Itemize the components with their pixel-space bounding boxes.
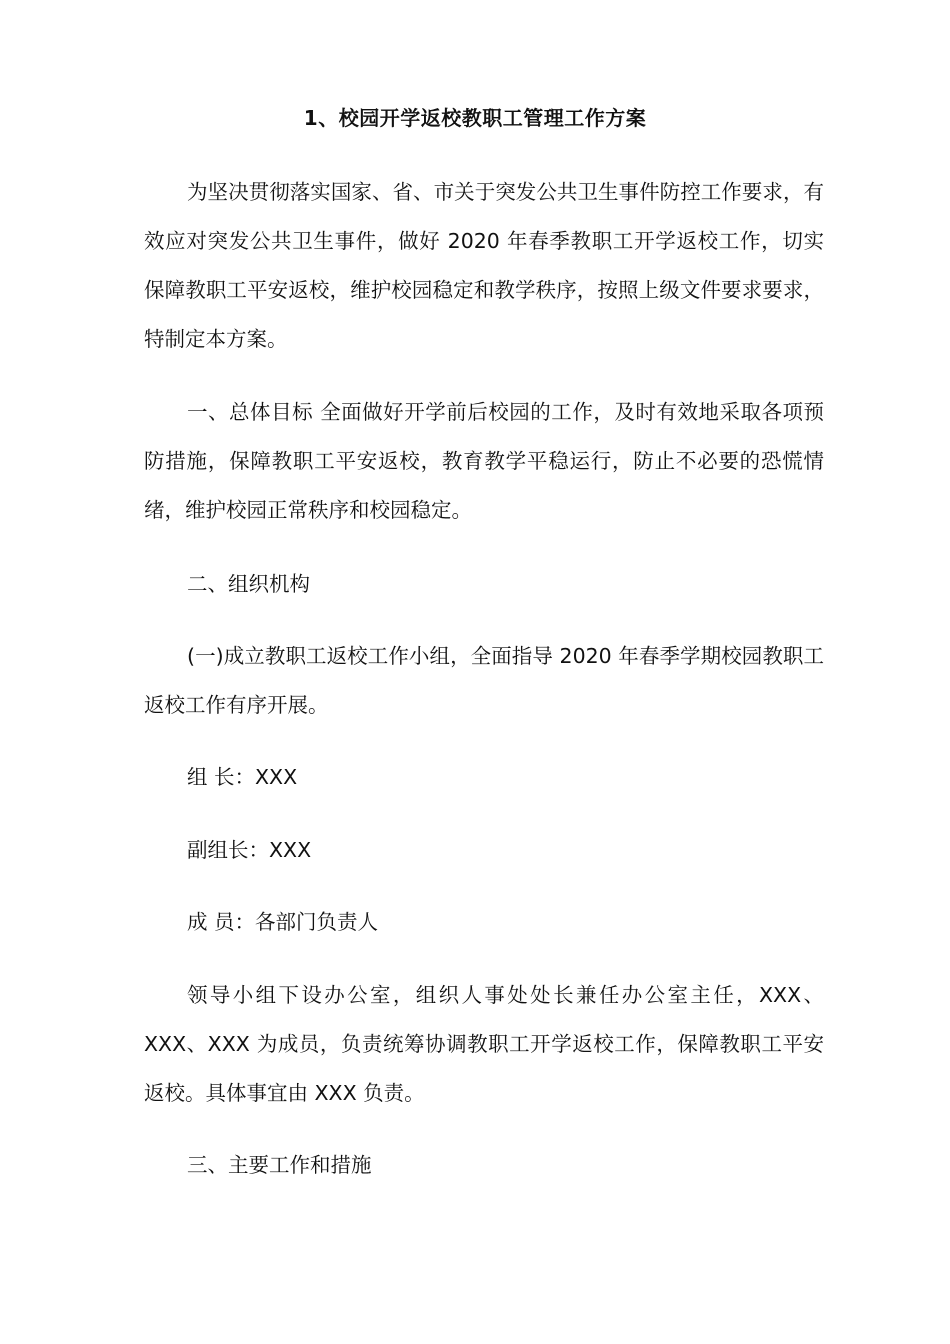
paragraph-office: 领导小组下设办公室，组织人事处处长兼任办公室主任，XXX、XXX、XXX 为成员，负责统筹协调教职工开学返校工作，保障教职工平安返校。具体事宜由 XXX 负责。 bbox=[144, 983, 824, 1105]
section-heading-main-work: 三、主要工作和措施 bbox=[187, 1153, 372, 1177]
paragraph-intro: 为坚决贯彻落实国家、省、市关于突发公共卫生事件防控工作要求，有效应对突发公共卫生事件，做好 2020 年春季教职工开学返校工作，切实保障教职工平安返校，维护校园稳定和教学秩序，按照上级文件要求要求，特制定本方案。 bbox=[144, 180, 824, 351]
section-heading-organization: 二、组织机构 bbox=[187, 572, 310, 596]
paragraph-working-group: (一)成立教职工返校工作小组，全面指导 2020 年春季学期校园教职工返校工作有序开展。 bbox=[144, 644, 824, 717]
paragraph-group-leader: 组 长：XXX bbox=[187, 765, 298, 789]
document-title: 1、校园开学返校教职工管理工作方案 bbox=[303, 106, 647, 130]
paragraph-members: 成 员：各部门负责人 bbox=[187, 910, 379, 934]
paragraph-overall-goal: 一、总体目标 全面做好开学前后校园的工作，及时有效地采取各项预防措施，保障教职工平安返校，教育教学平稳运行，防止不必要的恐慌情绪，维护校园正常秩序和校园稳定。 bbox=[144, 400, 824, 522]
paragraph-deputy-leader: 副组长：XXX bbox=[187, 838, 312, 862]
